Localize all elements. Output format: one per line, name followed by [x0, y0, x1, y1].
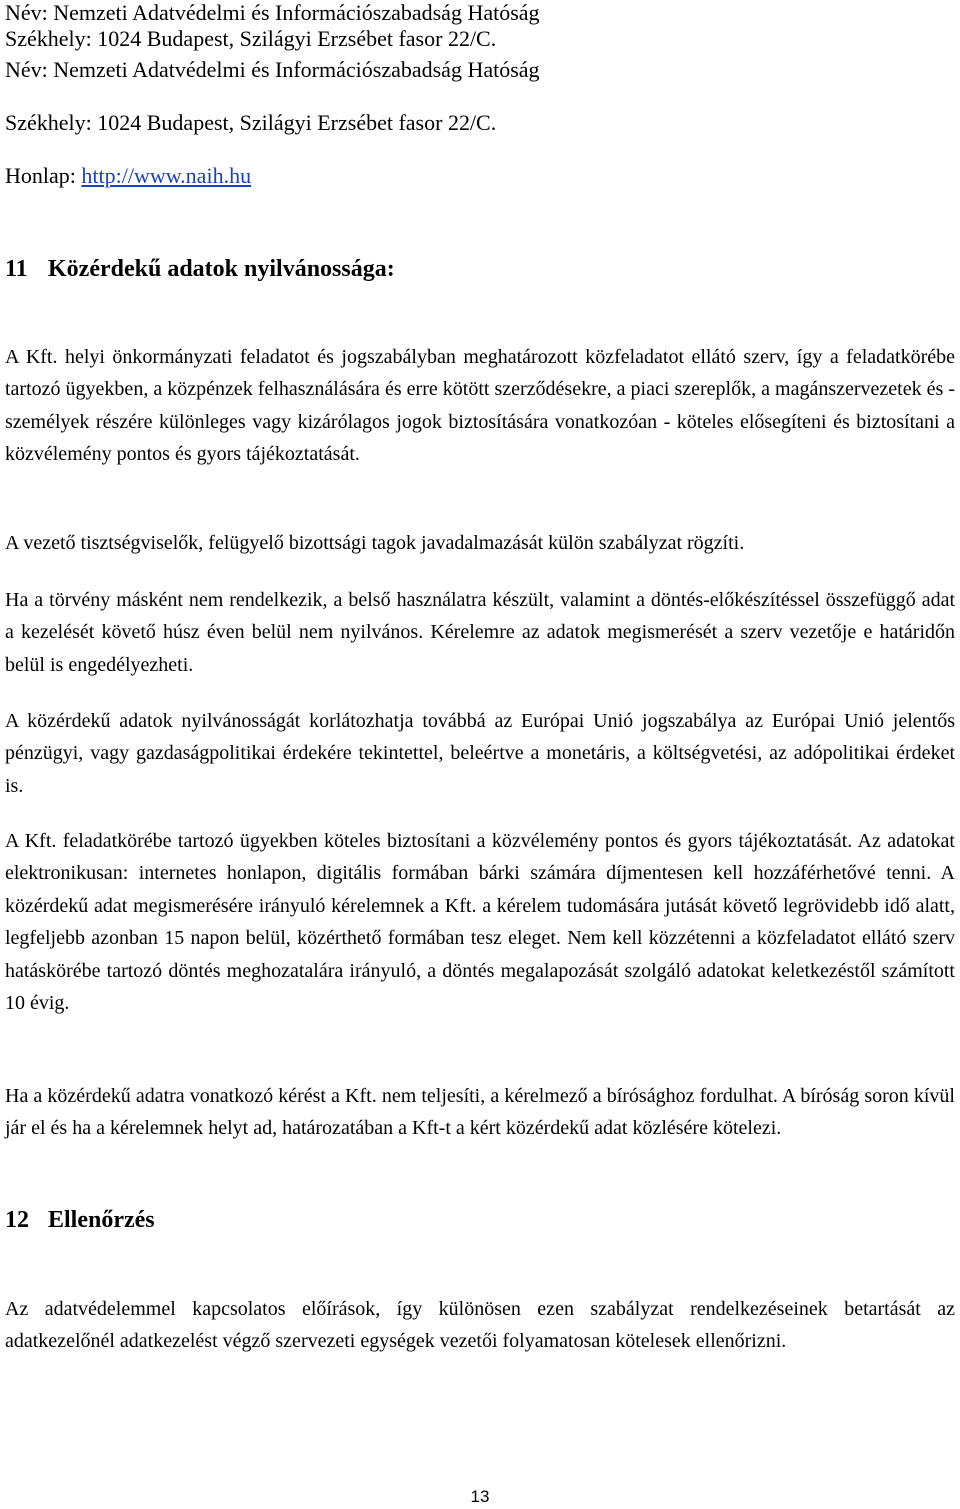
section-11-paragraph-3: Ha a törvény másként nem rendelkezik, a belső használatra készült, valamint a döntés-előkészítéssel összefüggő adat a kezelését követő húsz éven belül nem nyilvános. Kérelemre az adatok megismerését a szerv vezetője e határidőn belül is engedélyezheti.: [5, 589, 955, 676]
section-11-paragraph-5: A Kft. feladatkörébe tartozó ügyekben köteles biztosítani a közvélemény pontos és gyors tájékoztatását. Az adatokat elektronikusan: internetes honlapon, digitális formában bárki számára díjmentesen kell hozzáférhetővé tenni. A közérdekű adat megismerésére irányuló kérelemnek a Kft. a kérelem tudomására jutását követő legrövidebb idő alatt, legfeljebb azonban 15 napon belül, közérthető formában tesz eleget. Nem kell közzétenni a közfeladatot ellátó szerv hatáskörébe tartozó döntés meghozatalára irányuló, a döntés megalapozását szolgáló adatokat keletkezéstől számított 10 évig.: [5, 830, 955, 1015]
homepage-label: Honlap:: [5, 163, 82, 188]
authority-name-line-1: Név: Nemzeti Adatvédelmi és Információszabadság Hatóság: [5, 0, 540, 25]
section-11-paragraph-4: A közérdekű adatok nyilvánosságát korlátozhatja továbbá az Európai Unió jogszabálya az Európai Unió jelentős pénzügyi, vagy gazdaságpolitikai érdekére tekintettel, beleértve a monetáris, a költségvetési, az adópolitikai érdeket is.: [5, 710, 955, 797]
page-number: 13: [470, 1487, 490, 1506]
section-12-paragraph-1: Az adatvédelemmel kapcsolatos előírások, így különösen ezen szabályzat rendelkezéseinek betartását az adatkezelőnél adatkezelést végző szervezeti egységek vezetői folyamatosan kötelesek ellenőrizni.: [5, 1298, 955, 1353]
section-11-title: Közérdekű adatok nyilvánossága:: [48, 256, 395, 282]
section-12-heading: [5, 1206, 155, 1234]
authority-name-line-2: Név: Nemzeti Adatvédelmi és Információszabadság Hatóság: [5, 57, 540, 82]
section-11-paragraph-6: Ha a közérdekű adatra vonatkozó kérést a Kft. nem teljesíti, a kérelmező a bírósághoz fordulhat. A bíróság soron kívül jár el és ha a kérelemnek helyt ad, határozatában a Kft-t a kért közérdekű adat közlésére kötelezi.: [5, 1085, 955, 1140]
authority-address-line-1: Székhely: 1024 Budapest, Szilágyi Erzsébet fasor 22/C.: [5, 26, 497, 51]
authority-address-line-2: Székhely: 1024 Budapest, Szilágyi Erzsébet fasor 22/C.: [5, 110, 497, 135]
section-12-title: Ellenőrzés: [48, 1207, 155, 1233]
homepage-link[interactable]: http://www.naih.hu: [81, 163, 252, 188]
section-12-number: 12: [5, 1207, 29, 1233]
homepage-line: [5, 163, 251, 189]
section-11-paragraph-1: A Kft. helyi önkormányzati feladatot és jogszabályban meghatározott közfeladatot ellátó szerv, így a feladatkörébe tartozó ügyekben, a közpénzek felhasználására és erre kötött szerződésekre, a piaci szereplők, a magánszervezetek és - személyek részére különleges vagy kizárólagos jogok biztosítására vonatkozóan - köteles elősegíteni és biztosítani a közvélemény pontos és gyors tájékoztatását.: [5, 346, 955, 466]
section-11-number: 11: [5, 256, 28, 282]
section-11-heading: [5, 255, 395, 283]
section-11-paragraph-2: A vezető tisztségviselők, felügyelő bizottsági tagok javadalmazását külön szabályzat rögzíti.: [5, 532, 745, 554]
